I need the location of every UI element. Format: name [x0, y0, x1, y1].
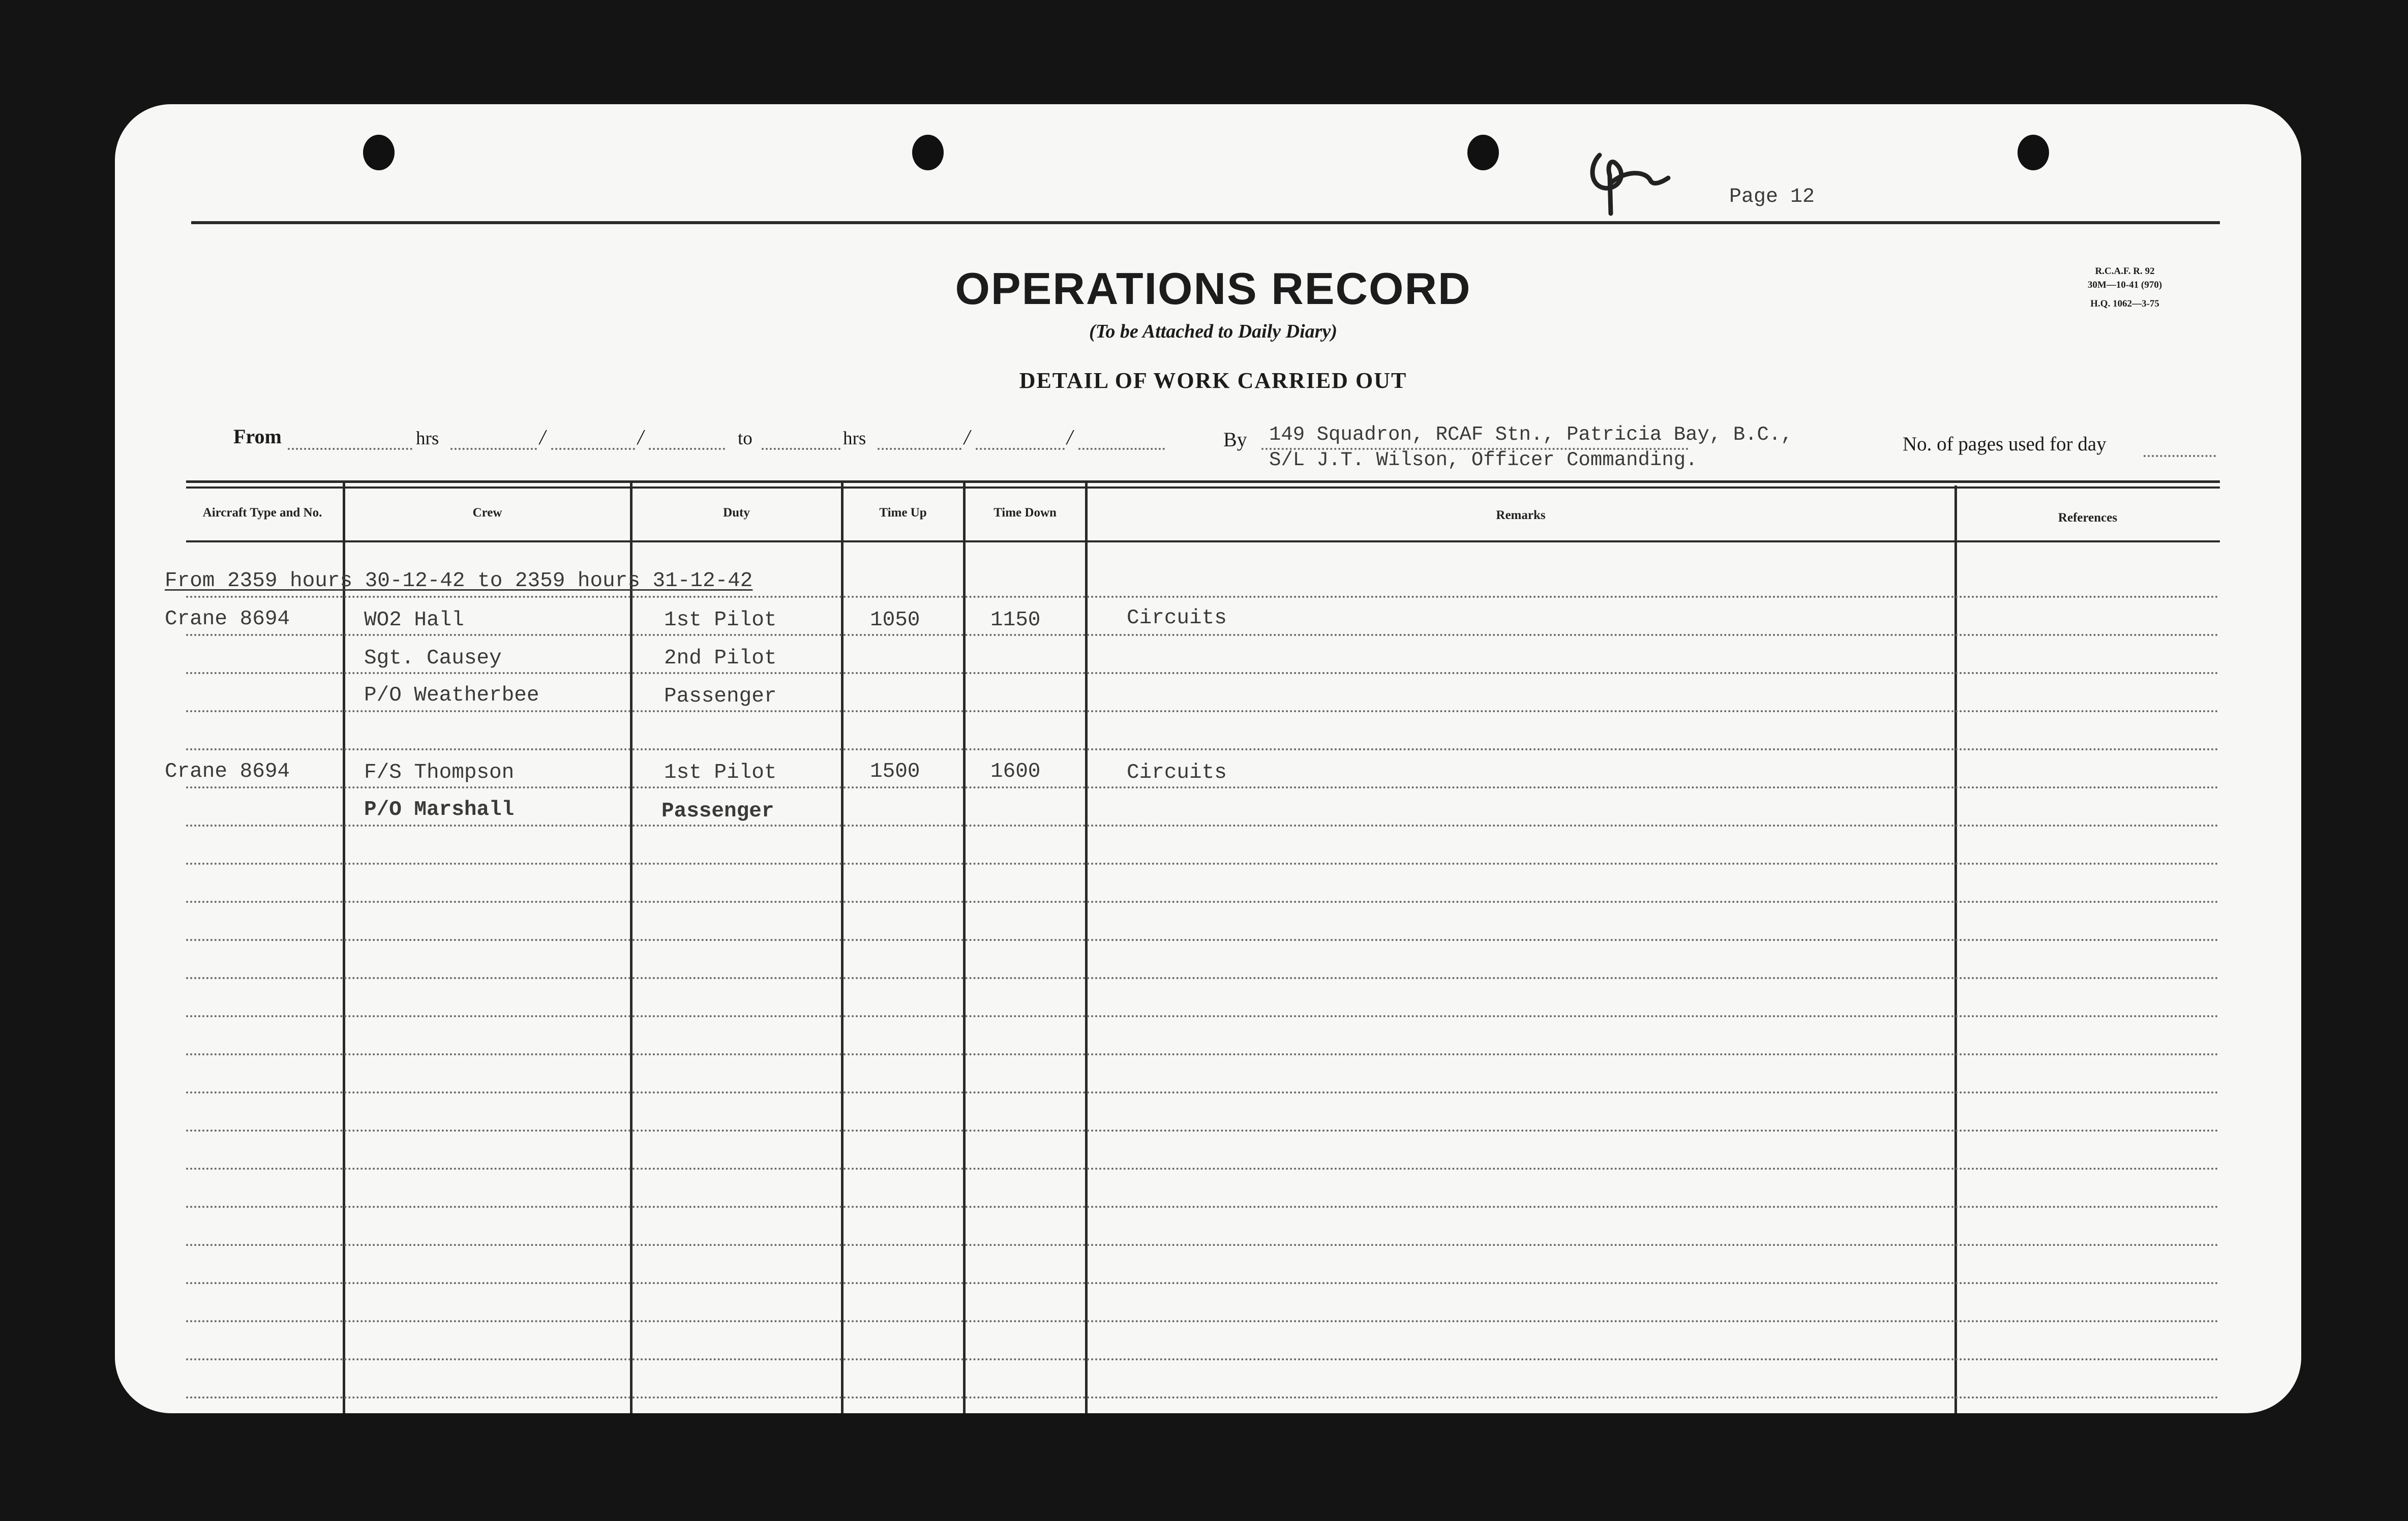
- blank-field: [878, 448, 961, 450]
- row-line: [186, 1282, 2220, 1284]
- date-slash: /: [1067, 426, 1073, 449]
- row-line: [186, 1396, 2220, 1398]
- row-line: [186, 748, 2220, 750]
- row-line: [186, 672, 2220, 674]
- to-label: to: [738, 428, 752, 449]
- blank-field: [551, 448, 635, 450]
- blank-field: [649, 448, 725, 450]
- punch-hole: [912, 135, 944, 170]
- page-title: OPERATIONS RECORD: [955, 263, 1471, 314]
- date-slash: /: [638, 426, 644, 449]
- form-code-line: 30M—10-41 (970): [2088, 280, 2162, 290]
- duty-cell: Passenger: [661, 800, 774, 823]
- period-line: From 2359 hours 30-12-42 to 2359 hours 31-12-42: [165, 569, 753, 593]
- page-number: Page 12: [1729, 186, 1815, 208]
- col-header-time-down: Time Down: [994, 506, 1057, 520]
- row-line: [186, 710, 2220, 712]
- col-header-time-up: Time Up: [879, 506, 927, 520]
- form-code-line: H.Q. 1062—3-75: [2090, 298, 2159, 309]
- aircraft-cell: Crane 8694: [165, 607, 290, 631]
- row-line: [186, 825, 2220, 827]
- section-title: DETAIL OF WORK CARRIED OUT: [1019, 368, 1407, 393]
- pages-used-label: No. of pages used for day: [1903, 433, 2106, 455]
- time-down-cell: 1150: [990, 609, 1041, 632]
- by-line-1: [1269, 423, 1793, 446]
- header-bottom-rule: [186, 540, 2220, 542]
- hrs-label: hrs: [843, 428, 866, 449]
- time-up-cell: 1050: [870, 609, 920, 632]
- remarks-cell: Circuits: [1127, 761, 1227, 784]
- duty-cell: 1st Pilot: [664, 609, 777, 632]
- record-card: [115, 104, 2301, 1413]
- blank-field: [762, 448, 840, 450]
- column-divider: [1954, 485, 1957, 1413]
- row-line: [186, 1206, 2220, 1208]
- row-line: [186, 1168, 2220, 1170]
- crew-cell: WO2 Hall: [364, 609, 464, 632]
- date-slash: /: [964, 426, 970, 449]
- row-line: [186, 1320, 2220, 1322]
- by-line-2: S/L J.T. Wilson, Officer Commanding.: [1269, 449, 1698, 471]
- handwritten-mark-icon: [1579, 145, 1681, 216]
- col-header-aircraft: Aircraft Type and No.: [202, 506, 322, 520]
- row-line: [186, 1091, 2220, 1093]
- row-line: [186, 977, 2220, 979]
- punch-hole: [1467, 135, 1499, 170]
- blank-field: [976, 448, 1065, 450]
- crew-cell: P/O Weatherbee: [364, 684, 539, 707]
- crew-cell: P/O Marshall: [364, 798, 515, 822]
- row-line: [186, 1130, 2220, 1132]
- punch-hole: [2018, 135, 2049, 170]
- row-line: [186, 1053, 2220, 1055]
- row-line: [186, 596, 2220, 598]
- blank-field: [1078, 448, 1165, 450]
- punch-hole: [363, 135, 395, 170]
- col-header-remarks: Remarks: [1496, 508, 1546, 522]
- by-unit: 149 Squadron, RCAF Stn., Patricia Bay, B.C.,: [1269, 423, 1793, 446]
- blank-field: [2144, 455, 2216, 457]
- row-line: [186, 1015, 2220, 1017]
- header-rule: [186, 486, 2220, 489]
- remarks-cell: Circuits: [1127, 606, 1227, 630]
- time-down-cell: 1600: [990, 760, 1041, 783]
- aircraft-cell: Crane 8694: [165, 760, 290, 783]
- header-rule: [186, 480, 2220, 483]
- col-header-crew: Crew: [472, 506, 502, 520]
- row-line: [186, 939, 2220, 941]
- column-divider: [1085, 483, 1088, 1413]
- subtitle: (To be Attached to Daily Diary): [1089, 321, 1337, 342]
- row-line: [186, 1358, 2220, 1360]
- col-header-duty: Duty: [723, 506, 750, 520]
- by-label: By: [1223, 428, 1247, 451]
- form-code: [2088, 264, 2162, 311]
- hrs-label: hrs: [416, 428, 439, 449]
- column-divider: [963, 483, 966, 1413]
- top-rule: [191, 221, 2220, 224]
- date-slash: /: [539, 426, 546, 449]
- duty-cell: 2nd Pilot: [664, 647, 777, 670]
- crew-cell: F/S Thompson: [364, 761, 515, 784]
- blank-field: [450, 448, 537, 450]
- col-header-references: References: [2058, 511, 2118, 525]
- duty-cell: Passenger: [664, 685, 777, 708]
- from-label: From: [233, 425, 282, 448]
- blank-field: [288, 448, 412, 450]
- row-line: [186, 786, 2220, 788]
- row-line: [186, 1244, 2220, 1246]
- duty-cell: 1st Pilot: [664, 761, 777, 784]
- row-line: [186, 863, 2220, 865]
- row-line: [186, 901, 2220, 903]
- form-code-line: R.C.A.F. R. 92: [2095, 266, 2155, 277]
- column-divider: [841, 483, 844, 1413]
- column-divider: [343, 483, 345, 1413]
- row-line: [186, 634, 2220, 636]
- time-up-cell: 1500: [870, 760, 920, 783]
- crew-cell: Sgt. Causey: [364, 647, 502, 670]
- column-divider: [630, 483, 633, 1413]
